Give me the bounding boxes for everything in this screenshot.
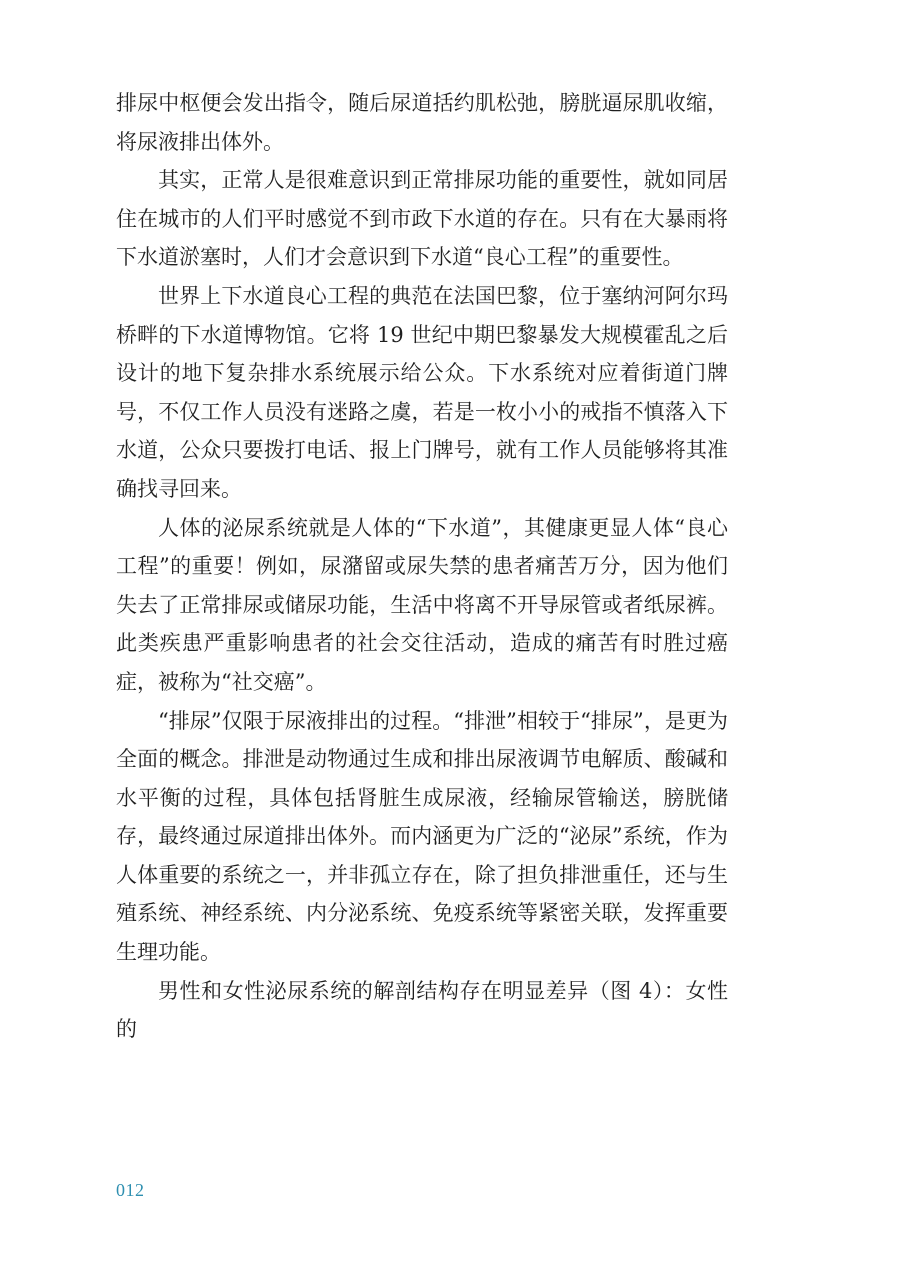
- body-text: [116, 84, 728, 1049]
- paragraph: 世界上下水道良心工程的典范在法国巴黎，位于塞纳河阿尔玛桥畔的下水道博物馆。它将 19 世纪中期巴黎暴发大规模霍乱之后设计的地下复杂排水系统展示给公众。下水系统对应着街道门牌号，不仅工作人员没有迷路之虞，若是一枚小小的戒指不慎落入下水道，公众只要拨打电话、报上门牌号，就有工作人员能够将其准确找寻回来。: [116, 283, 728, 501]
- paragraph: 其实，正常人是很难意识到正常排尿功能的重要性，就如同居住在城市的人们平时感觉不到市政下水道的存在。只有在大暴雨将下水道淤塞时，人们才会意识到下水道“良心工程”的重要性。: [116, 168, 728, 270]
- paragraph: 人体的泌尿系统就是人体的“下水道”，其健康更显人体“良心工程”的重要！例如，尿潴留或尿失禁的患者痛苦万分，因为他们失去了正常排尿或储尿功能，生活中将离不开导尿管或者纸尿裤。此类疾患严重影响患者的社会交往活动，造成的痛苦有时胜过癌症，被称为“社交癌”。: [116, 515, 728, 694]
- page-number: 012: [116, 1180, 145, 1200]
- paragraph: 男性和女性泌尿系统的解剖结构存在明显差异（图 4）：女性的: [116, 978, 728, 1042]
- paragraph: “排尿”仅限于尿液排出的过程。“排泄”相较于“排尿”，是更为全面的概念。排泄是动物通过生成和排出尿液调节电解质、酸碱和水平衡的过程，具体包括肾脏生成尿液，经输尿管输送，膀胱储存，最终通过尿道排出体外。而内涵更为广泛的“泌尿”系统，作为人体重要的系统之一，并非孤立存在，除了担负排泄重任，还与生殖系统、神经系统、内分泌系统、免疫系统等紧密关联，发挥重要生理功能。: [116, 708, 728, 965]
- paragraph-continuation: 排尿中枢便会发出指令，随后尿道括约肌松弛，膀胱逼尿肌收缩，将尿液排出体外。: [116, 91, 728, 154]
